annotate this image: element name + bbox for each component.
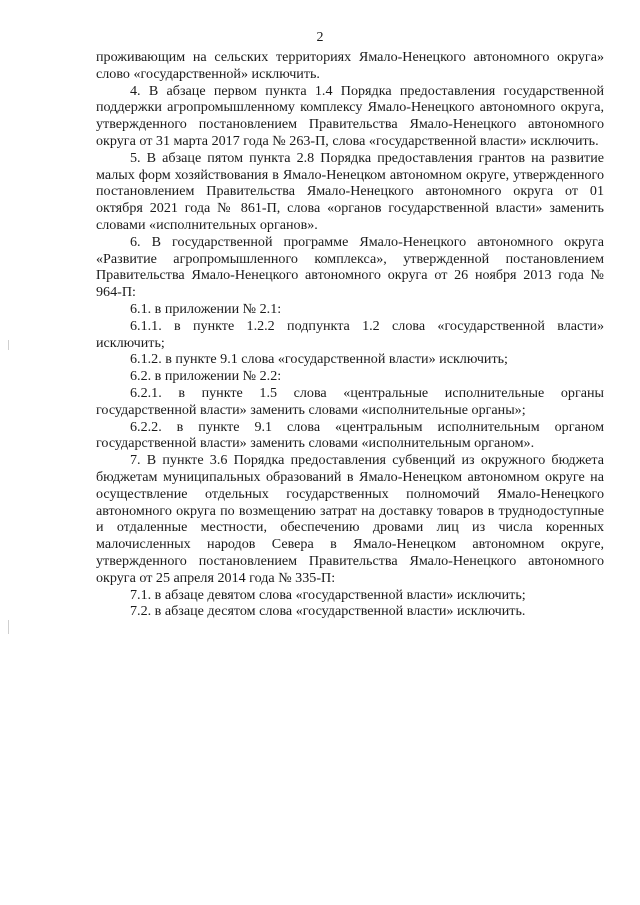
paragraph-item-6-1: 6.1. в приложении № 2.1: — [130, 300, 282, 317]
paragraph-item-7-1: 7.1. в абзаце девятом слова «государственной власти» исключить; — [130, 586, 526, 603]
paragraph-item-6-2-1: 6.2.1. в пункте 1.5 слова «центральные исполнительные органы государственной власти» заменить словами «исполнительные органы»; — [96, 384, 604, 418]
paragraph-item-6: 6. В государственной программе Ямало-Ненецкого автономного округа «Развитие агропромышленного комплекса», утвержденной постановлением Правительства Ямало-Ненецкого автономного округа от 26 ноября 2013 года № 964-П: — [96, 233, 604, 301]
paragraph-item-6-1-1: 6.1.1. в пункте 1.2.2 подпункта 1.2 слова «государственной власти» исключить; — [96, 317, 604, 351]
paragraph-item-7: 7. В пункте 3.6 Порядка предоставления субвенций из окружного бюджета бюджетам муниципальных образований в Ямало-Ненецком автономном округе на осуществление отдельных государственных полномочий Ямало-Ненецкого автономного округа по возмещению затрат на доставку товаров в труднодоступные и отдаленные местности, обеспечению дровами лиц из числа коренных малочисленных народов Севера в Ямало-Ненецком автономном округе, утвержденного постановлением Правительства Ямало-Ненецкого автономного округа от 25 апреля 2014 года № 335-П: — [96, 452, 604, 586]
paragraph-item-4: 4. В абзаце первом пункта 1.4 Порядка предоставления государственной поддержки агропромышленному комплексу Ямало-Ненецкого автономного округа, утвержденного постановлением Правительства Ямало-Ненецкого автономного округа от 31 марта 2017 года № 263-П, слова «государственной власти» исключить. — [96, 82, 604, 149]
paragraph-item-6-1-2: 6.1.2. в пункте 9.1 слова «государственной власти» исключить; — [130, 351, 508, 368]
scan-margin-mark — [8, 620, 9, 634]
paragraph-item-6-2-2: 6.2.2. в пункте 9.1 слова «центральным исполнительным органом государственной власти» заменить словами «исполнительным органом». — [96, 418, 604, 452]
paragraph-item-7-2: 7.2. в абзаце десятом слова «государственной власти» исключить. — [130, 603, 526, 620]
page-number: 2 — [316, 30, 324, 45]
document-body — [96, 49, 604, 620]
paragraph-item-6-2: 6.2. в приложении № 2.2: — [130, 368, 282, 385]
paragraph-continuation: проживающим на сельских территориях Ямало-Ненецкого автономного округа» слово «государственной» исключить. — [96, 49, 604, 82]
scan-margin-mark — [8, 340, 9, 350]
paragraph-item-5: 5. В абзаце пятом пункта 2.8 Порядка предоставления грантов на развитие малых форм хозяйствования в Ямало-Ненецком автономном округе, утвержденного постановлением Правительства Ямало-Ненецкого автономного округа от 01 октября 2021 года № 861-П, слова «органов государственной власти» заменить словами «исполнительных органов». — [96, 149, 604, 233]
